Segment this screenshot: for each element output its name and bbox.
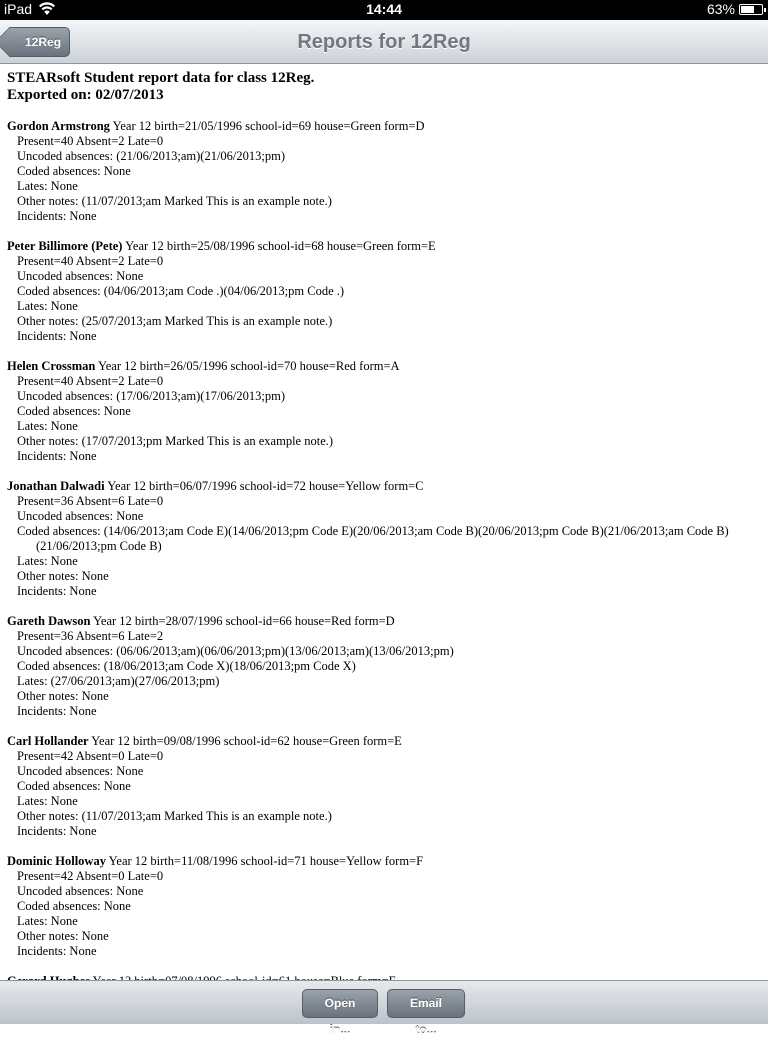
- student-detail-line: Other notes: (25/07/2013;am Marked This is an example note.): [17, 314, 333, 328]
- student-detail-line: Lates: None: [17, 179, 78, 193]
- student-detail-line: Uncoded absences: None: [17, 764, 144, 778]
- student-detail-line: Lates: None: [17, 554, 78, 568]
- export-date: Exported on: 02/07/2013: [7, 87, 164, 103]
- student-detail-line: Uncoded absences: (17/06/2013;am)(17/06/2013;pm): [17, 389, 285, 403]
- battery-percent: 63%: [706, 1, 735, 17]
- student-name: Carl Hollander: [7, 734, 89, 748]
- student-record: [7, 239, 761, 344]
- student-detail-line: Lates: None: [17, 419, 78, 433]
- student-detail-line: Uncoded absences: (21/06/2013;am)(21/06/2013;pm): [17, 149, 285, 163]
- student-record: [7, 614, 761, 719]
- student-detail-line: Present=36 Absent=6 Late=0: [17, 494, 164, 508]
- battery-fill: [741, 6, 754, 13]
- student-info: Year 12 birth=26/05/1996 school-id=70 house=Red form=A: [95, 359, 400, 373]
- student-detail-line: Coded absences: None: [17, 779, 131, 793]
- page-title: Reports for 12Reg: [297, 31, 471, 53]
- student-record: [7, 359, 761, 464]
- student-record: [7, 854, 761, 959]
- student-detail-line: Other notes: (17/07/2013;pm Marked This is an example note.): [17, 434, 334, 448]
- student-record: [7, 479, 761, 599]
- student-info: Year 12 birth=21/05/1996 school-id=69 house=Green form=D: [109, 119, 425, 133]
- student-detail-line: Incidents: None: [17, 824, 97, 838]
- student-detail-line: Lates: (27/06/2013;am)(27/06/2013;pm): [17, 674, 220, 688]
- battery-icon: [739, 4, 763, 15]
- student-detail-line: Lates: None: [17, 794, 78, 808]
- student-detail-line: Coded absences: (14/06/2013;am Code E)(14/06/2013;pm Code E)(20/06/2013;am Code B)(20/06/2013;pm Code B)(21/06/2013;am Code B)(21/06/2013;pm Code B): [17, 524, 729, 553]
- report-header: [7, 70, 761, 104]
- student-detail-line: Other notes: (11/07/2013;am Marked This is an example note.): [17, 194, 332, 208]
- student-list: [7, 119, 761, 1019]
- student-detail-line: Present=40 Absent=2 Late=0: [17, 134, 164, 148]
- student-detail-line: Incidents: None: [17, 329, 97, 343]
- student-detail-line: Uncoded absences: (06/06/2013;am)(06/06/2013;pm)(13/06/2013;am)(13/06/2013;pm): [17, 644, 454, 658]
- student-detail-line: Lates: None: [17, 914, 78, 928]
- student-heading: [7, 119, 761, 134]
- report-content[interactable]: [0, 65, 768, 980]
- bottom-toolbar: [0, 980, 768, 1037]
- email-to-button[interactable]: Email to...: [387, 989, 465, 1018]
- student-detail-line: Present=42 Absent=0 Late=0: [17, 749, 164, 763]
- student-detail-line: Other notes: None: [17, 569, 109, 583]
- open-in-button[interactable]: Open in...: [302, 989, 378, 1018]
- student-detail-line: Coded absences: None: [17, 899, 131, 913]
- report-title: STEARsoft Student report data for class 12Reg.: [7, 70, 315, 86]
- student-name: Dominic Holloway: [7, 854, 106, 868]
- status-time: 14:44: [366, 1, 402, 17]
- student-detail-line: Other notes: None: [17, 929, 109, 943]
- student-heading: [7, 614, 761, 629]
- student-detail-line: Coded absences: None: [17, 404, 131, 418]
- student-detail-line: Present=40 Absent=2 Late=0: [17, 254, 164, 268]
- student-detail-line: Present=36 Absent=6 Late=2: [17, 629, 164, 643]
- student-heading: [7, 479, 761, 494]
- student-detail-line: Incidents: None: [17, 209, 97, 223]
- status-right: [707, 1, 763, 17]
- student-detail-line: Uncoded absences: None: [17, 509, 144, 523]
- student-detail-line: Coded absences: (18/06/2013;am Code X)(18/06/2013;pm Code X): [17, 659, 356, 673]
- student-detail-line: Other notes: (11/07/2013;am Marked This is an example note.): [17, 809, 332, 823]
- student-info: Year 12 birth=06/07/1996 school-id=72 house=Yellow form=C: [104, 479, 424, 493]
- student-detail-line: Incidents: None: [17, 449, 97, 463]
- status-bar: [0, 0, 768, 20]
- back-button-label: 12Reg: [25, 35, 62, 49]
- student-detail-line: Coded absences: None: [17, 164, 131, 178]
- student-detail-line: Incidents: None: [17, 704, 97, 718]
- student-detail-line: Uncoded absences: None: [17, 884, 144, 898]
- student-detail-line: Lates: None: [17, 299, 78, 313]
- student-info: Year 12 birth=28/07/1996 school-id=66 house=Red form=D: [90, 614, 395, 628]
- student-heading: [7, 734, 761, 749]
- student-detail-line: Present=42 Absent=0 Late=0: [17, 869, 164, 883]
- student-detail-line: Other notes: None: [17, 689, 109, 703]
- student-detail-line: Present=40 Absent=2 Late=0: [17, 374, 164, 388]
- student-detail-line: Incidents: None: [17, 944, 97, 958]
- student-name: Helen Crossman: [7, 359, 96, 373]
- student-info: Year 12 birth=11/08/1996 school-id=71 house=Yellow form=F: [105, 854, 424, 868]
- student-heading: [7, 854, 761, 869]
- student-detail-line: Coded absences: (04/06/2013;am Code .)(04/06/2013;pm Code .): [17, 284, 345, 298]
- student-name: Jonathan Dalwadi: [7, 479, 105, 493]
- student-detail-line: Incidents: None: [17, 584, 97, 598]
- student-info: Year 12 birth=25/08/1996 school-id=68 house=Green form=E: [122, 239, 436, 253]
- student-info: Year 12 birth=09/08/1996 school-id=62 house=Green form=E: [88, 734, 402, 748]
- student-record: [7, 734, 761, 839]
- student-record: [7, 119, 761, 224]
- student-name: Gordon Armstrong: [7, 119, 110, 133]
- navigation-bar: [0, 20, 768, 64]
- device-name: iPad: [4, 1, 33, 17]
- student-detail-line: Uncoded absences: None: [17, 269, 144, 283]
- student-heading: [7, 239, 761, 254]
- student-heading: [7, 359, 761, 374]
- student-name: Peter Billimore (Pete): [7, 239, 123, 253]
- student-name: Gareth Dawson: [7, 614, 91, 628]
